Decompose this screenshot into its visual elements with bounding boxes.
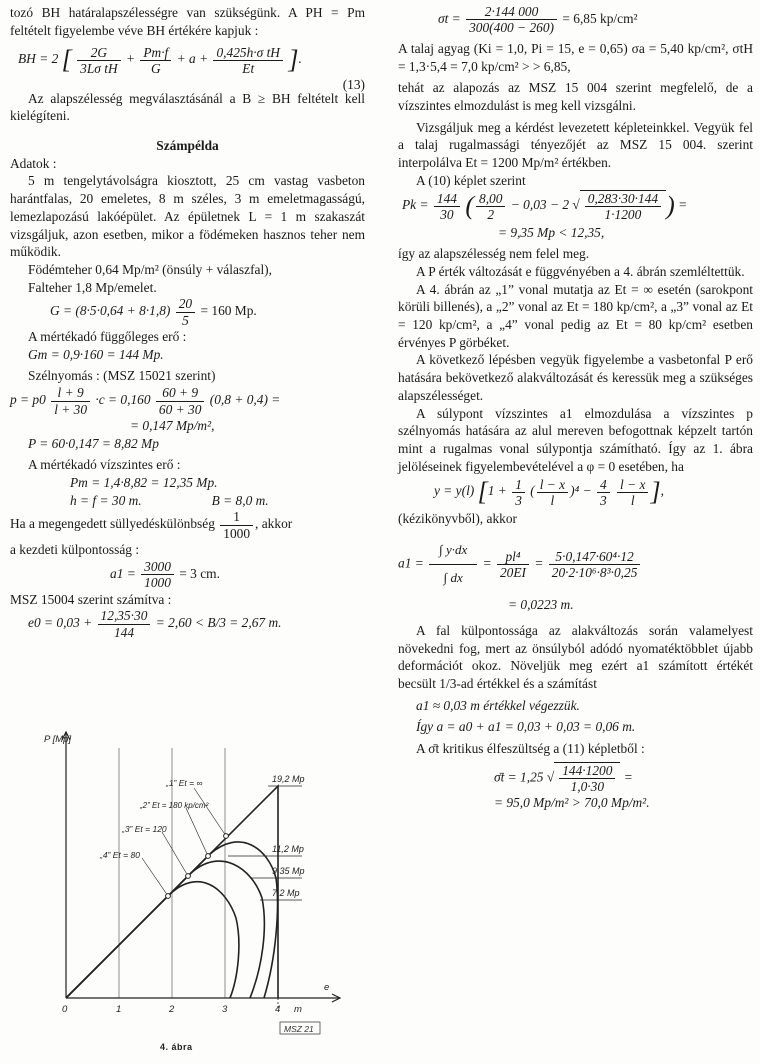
- eq-text: + a +: [176, 51, 209, 67]
- equation-a1-integral: a1 = $\frac{\int y\cdot dx}{\int dx}$ = $\frac{\text{pl⁴}}{20EI}$ = $\frac{\text{5·0,147·60⁴·12}}{\text{20·2·10⁶·8³·0,25}}$: [398, 527, 753, 596]
- paragraph: A (10) képlet szerint: [416, 172, 526, 188]
- figure-4: [40, 728, 360, 1058]
- paragraph: A következő lépésben vegyük figyelembe a vasbetonfal P erő hatására bekövetkező alakváltozását és keressük meg a szükséges alapszélességet.: [398, 352, 753, 403]
- paragraph: A talaj agyag (Ki = 1,0, Pi = 15, e = 0,65) σa = 5,40 kp/cm², σtH = 1,3·5,4 = 7,0 kp/cm² > > 6,85,: [398, 40, 753, 74]
- fraction: $\frac{2G}{\text{3Lσ tH}}$: [77, 45, 121, 77]
- curve-label-2: „2” Et = 180 kp/cm²: [140, 801, 209, 810]
- equation-a: Így a = a0 + a1 = 0,03 + 0,03 = 0,06 m.: [416, 719, 636, 735]
- y-axis-label: P [Mp]: [44, 734, 72, 745]
- equation-a1-approx: a1 ≈ 0,03 m értékkel végezzük.: [416, 697, 580, 713]
- paragraph: így az alapszélesség nem felel meg.: [398, 246, 590, 262]
- equation-G: G = (8·5·0,64 + 8·1,8) $\frac{20}{5}$ = 160 Mp.: [50, 296, 257, 328]
- equation-sigma-t: σt = $\frac{2\cdot 144 000}{300(400 - 260)}$ = 6,85 kp/cm²: [438, 4, 638, 36]
- point-marker: [224, 834, 229, 839]
- paragraph: A fal külpontossága az alakváltozás során valamelyest növekedni fog, mert az önsúlyból adódó nyomatéktöbblet újabb deformációt okoz. Növeljük meg ezért a1 számított értékét becsült 1/3-ad értékkel és a számítást: [398, 622, 753, 691]
- right-column: [398, 4, 753, 812]
- paragraph: A σ̄t kritikus élfeszültség a (11) képletből :: [416, 740, 645, 756]
- paragraph: a kezdeti külpontosság :: [10, 542, 140, 558]
- fraction: $\frac{Pm\cdot f}{G}$: [140, 45, 171, 77]
- x-tick-1: 1: [116, 1004, 122, 1015]
- paragraph: tozó BH határalapszélességre van szükségünk. A PH = Pm feltételt figyelembe véve BH értékére kapjuk :: [10, 5, 365, 38]
- paragraph: A 4. ábrán az „1” vonal mutatja az Et = ∞ esetén (sarokpont körüli billenés), a „2” vonal az Et = 180 kp/cm², a „3” vonal az Et = 120 kp/cm², a „4” vonal pedig az Et = 80 kp/cm² esetben érvényes P görbéket.: [398, 281, 753, 350]
- value-label-3: 9,35 Mp: [272, 866, 305, 876]
- paragraph: tehát az alapozás az MSZ 15 004 szerint megfelelő, de a vízszintes elmozdulást is meg kell vizsgálni.: [398, 80, 753, 113]
- curve-label-4: „4” Et = 80: [100, 850, 140, 860]
- paragraph: MSZ 15004 szerint számítva :: [10, 591, 172, 607]
- paragraph: A mértékadó függőleges erő :: [28, 329, 187, 345]
- paragraph: 5 m tengelytávolságra kiosztott, 25 cm vastag vasbeton harántfalas, 20 emeletes, 8 m széles, 3 m emeletmagasságú, lemezlapozású lakóépület. Az épületnek L = 1 m szakaszát vizsgáljuk, azon esetben, mikor a födémeken hasznos teher nem működik.: [10, 173, 365, 260]
- equation-sigma-bar-result: = 95,0 Mp/m² > 70,0 Mp/m².: [494, 795, 650, 811]
- equation-sigma-bar: σ̄t = 1,25 √ $\frac{144\cdot 1200}{1,0\cdot 30}$ =: [494, 762, 633, 795]
- stamp-text: MSZ 21: [284, 1024, 314, 1034]
- equation-Pk: Pk = $\frac{144}{30}$ ( $\frac{8,00}{2}$ − 0,03 − 2 √ $\frac{0,283\cdot 30\cdot 144}{1\cdot 1200}$ ) =: [402, 190, 688, 223]
- section-heading: Számpélda: [156, 138, 219, 154]
- equation-Pk-result: = 9,35 Mp < 12,35,: [498, 224, 605, 240]
- paragraph-settlement: Ha a megengedett süllyedéskülönbség $\frac{1}{1000}$ , akkor: [10, 509, 293, 541]
- figure-caption: 4. ábra: [160, 1042, 193, 1052]
- eq-text: BH = 2: [18, 51, 59, 67]
- equation-p: p = p0 $\frac{l + 9}{l + 30}$ ·c = 0,160 $\frac{60 + 9}{60 + 30}$ (0,8 + 0,4) =: [10, 385, 281, 417]
- equation-p-result: = 0,147 Mp/m²,: [130, 417, 215, 433]
- curve-label-1: „1” Et = ∞: [166, 778, 203, 788]
- point-marker: [166, 894, 171, 899]
- point-marker: [206, 854, 211, 859]
- equation-a1: a1 = $\frac{3000}{1000}$ = 3 cm.: [110, 558, 220, 591]
- equation-P: P = 60·0,147 = 8,82 Mp: [28, 435, 159, 451]
- equation-number: (13): [342, 76, 365, 92]
- value-label-4: 7,2 Mp: [272, 888, 300, 898]
- paragraph: A mértékadó vízszintes erő :: [28, 457, 181, 473]
- paragraph: Födémteher 0,64 Mp/m² (önsúly + válaszfal),: [28, 261, 272, 277]
- x-unit: m: [294, 1004, 302, 1015]
- paragraph: Falteher 1,8 Mp/emelet.: [28, 279, 157, 295]
- label: Adatok :: [10, 155, 57, 171]
- paragraph: A súlypont vízszintes a1 elmozdulása a vízszintes p szélnyomás hatására az alul mereven befogottnak képzelt tartón mint a rugalmas vonal súlypontja számítható. Így az 1. ábra jelöléseinek figyelembevételével a φ = 0 esetében, ha: [398, 405, 753, 474]
- x-tick-3: 3: [222, 1004, 228, 1015]
- equation-a1-result: = 0,0223 m.: [508, 597, 574, 613]
- paragraph: (kézikönyvből), akkor: [398, 510, 517, 526]
- paragraph: A P érték változását e függvényében a 4. ábrán szemléltettük.: [416, 264, 745, 279]
- equation-13: BH = 2 [ $\frac{2G}{\text{3Lσ tH}}$ + $\frac{Pm\cdot f}{G}$ + a + $\frac{\text{0,425h·σ tH}}{Et}$ ].: [18, 44, 302, 77]
- x-tick-4: 4: [275, 1004, 281, 1015]
- paragraph: Szélnyomás : (MSZ 15021 szerint): [28, 368, 216, 384]
- paragraph: Vizsgáljuk meg a kérdést levezetett képleteinkkel. Vegyük fel a talaj rugalmassági tényezőjét az MSZ 15 004. szerint interpolálva Et = 1200 Mp/m² értékben.: [398, 119, 753, 170]
- x-tick-2: 2: [169, 1004, 175, 1015]
- equation-e0: e0 = 0,03 + $\frac{12,35\cdot 30}{144}$ = 2,60 < B/3 = 2,67 m.: [28, 608, 282, 640]
- x-tick-0: 0: [62, 1004, 68, 1015]
- paragraph: Az alapszélesség megválasztásánál a B ≥ BH feltételt kell kielégíteni.: [10, 90, 365, 124]
- curve-4: [66, 882, 239, 998]
- curve-label-3: „3” Et = 120: [122, 824, 167, 834]
- equation-hB: h = f = 30 m. B = 8,0 m.: [70, 492, 269, 508]
- curve-3: [66, 861, 264, 998]
- point-marker: [186, 874, 191, 879]
- equation-Pm: Pm = 1,4·8,82 = 12,35 Mp.: [70, 475, 218, 490]
- equation-Gm: Gm = 0,9·160 = 144 Mp.: [28, 346, 164, 362]
- value-label-1: 19,2 Mp: [272, 774, 305, 784]
- fraction: $\frac{\text{0,425h·σ tH}}{Et}$: [213, 45, 283, 77]
- equation-y: y = y(l) [1 + $\frac{1}{3}$ ( $\frac{l - x}{l}$ )⁴ − $\frac{4}{3}$ $\frac{l - x}{l}$ ],: [434, 476, 664, 508]
- left-column: [10, 4, 365, 640]
- x-axis-label: e: [324, 982, 330, 993]
- value-label-2: 11,2 Mp: [272, 844, 304, 854]
